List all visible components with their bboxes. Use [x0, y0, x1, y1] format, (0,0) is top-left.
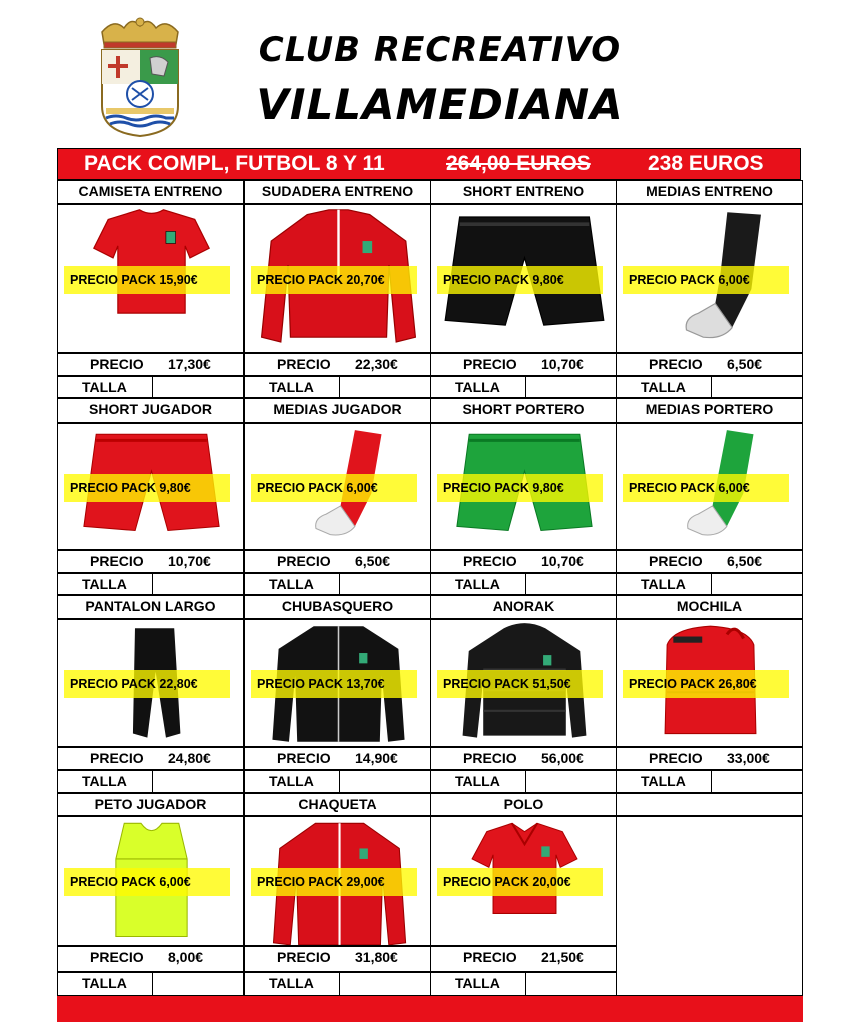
price-label: PRECIO	[649, 750, 703, 766]
size-label: TALLA	[269, 576, 314, 592]
size-row	[430, 573, 617, 595]
product-image-cell	[57, 619, 244, 747]
size-label: TALLA	[82, 975, 127, 991]
size-label: TALLA	[455, 773, 500, 789]
price-label: PRECIO	[649, 553, 703, 569]
product-image-cell	[430, 423, 617, 550]
price-label: PRECIO	[649, 356, 703, 372]
price-label: PRECIO	[90, 750, 144, 766]
empty-cell	[616, 816, 803, 996]
product-name: ANORAK	[430, 595, 617, 619]
price-value: 6,50€	[727, 553, 763, 569]
product-image-cell	[430, 816, 617, 946]
price-value: 17,30€	[168, 356, 211, 372]
product-image-cell	[430, 204, 617, 353]
price-label: PRECIO	[463, 750, 517, 766]
price-label: PRECIO	[90, 949, 144, 965]
product-image-cell	[616, 619, 803, 747]
price-row	[616, 550, 803, 573]
size-row	[244, 770, 431, 793]
product-name: SHORT ENTRENO	[430, 180, 617, 204]
size-entry-field[interactable]	[153, 574, 243, 594]
product-name: CHAQUETA	[244, 793, 431, 816]
size-row	[57, 573, 244, 595]
product-name: SHORT PORTERO	[430, 398, 617, 423]
product-name: MOCHILA	[616, 595, 803, 619]
price-label: PRECIO	[277, 553, 331, 569]
product-image-cell	[57, 204, 244, 353]
product-image-cell	[57, 816, 244, 946]
product-image-cell	[57, 423, 244, 550]
product-image-cell	[244, 816, 431, 946]
price-row	[244, 550, 431, 573]
size-label: TALLA	[269, 773, 314, 789]
size-entry-field[interactable]	[153, 377, 243, 397]
pack-price-label: PRECIO PACK 9,80€	[437, 474, 603, 502]
size-label: TALLA	[82, 773, 127, 789]
pack-price-label: PRECIO PACK 6,00€	[64, 868, 230, 896]
size-entry-field[interactable]	[340, 771, 430, 792]
pack-price-label: PRECIO PACK 26,80€	[623, 670, 789, 698]
size-entry-field[interactable]	[340, 574, 430, 594]
pack-price-label: PRECIO PACK 9,80€	[64, 474, 230, 502]
product-name: SHORT JUGADOR	[57, 398, 244, 423]
pack-banner	[57, 148, 801, 180]
size-row	[616, 376, 803, 398]
price-value: 21,50€	[541, 949, 584, 965]
pack-price-label: PRECIO PACK 51,50€	[437, 670, 603, 698]
pack-price-label: PRECIO PACK 20,70€	[251, 266, 417, 294]
price-label: PRECIO	[463, 553, 517, 569]
price-row	[57, 353, 244, 376]
price-sheet	[57, 148, 803, 1022]
price-row	[244, 353, 431, 376]
pack-price-label: PRECIO PACK 6,00€	[251, 474, 417, 502]
size-entry-field[interactable]	[340, 377, 430, 397]
price-row	[430, 353, 617, 376]
price-value: 10,70€	[541, 356, 584, 372]
price-value: 22,30€	[355, 356, 398, 372]
price-value: 10,70€	[168, 553, 211, 569]
size-entry-field[interactable]	[526, 973, 616, 995]
price-row	[57, 550, 244, 573]
product-image-cell	[430, 619, 617, 747]
product-image-cell	[616, 423, 803, 550]
price-value: 6,50€	[727, 356, 763, 372]
price-row	[244, 747, 431, 770]
size-row	[244, 972, 431, 996]
product-image-cell	[616, 204, 803, 353]
size-entry-field[interactable]	[712, 377, 802, 397]
club-crest-icon	[94, 14, 186, 138]
price-row	[616, 353, 803, 376]
size-row	[430, 770, 617, 793]
size-entry-field[interactable]	[526, 377, 616, 397]
price-row	[57, 946, 244, 972]
product-name: MEDIAS ENTRENO	[616, 180, 803, 204]
price-value: 56,00€	[541, 750, 584, 766]
club-title-line1: CLUB RECREATIVO	[258, 30, 622, 70]
product-name: PANTALON LARGO	[57, 595, 244, 619]
price-value: 33,00€	[727, 750, 770, 766]
price-value: 24,80€	[168, 750, 211, 766]
size-entry-field[interactable]	[712, 574, 802, 594]
size-label: TALLA	[82, 379, 127, 395]
size-entry-field[interactable]	[153, 771, 243, 792]
size-row	[244, 573, 431, 595]
size-label: TALLA	[641, 379, 686, 395]
pack-price-label: PRECIO PACK 13,70€	[251, 670, 417, 698]
price-value: 31,80€	[355, 949, 398, 965]
pack-price-label: PRECIO PACK 9,80€	[437, 266, 603, 294]
price-row	[430, 946, 617, 972]
size-entry-field[interactable]	[526, 574, 616, 594]
pack-price-label: PRECIO PACK 6,00€	[623, 474, 789, 502]
price-value: 6,50€	[355, 553, 391, 569]
product-name: POLO	[430, 793, 617, 816]
pack-price-label: PRECIO PACK 22,80€	[64, 670, 230, 698]
price-label: PRECIO	[277, 356, 331, 372]
price-value: 14,90€	[355, 750, 398, 766]
product-image-cell	[244, 204, 431, 353]
size-row	[616, 770, 803, 793]
size-entry-field[interactable]	[153, 973, 243, 995]
size-label: TALLA	[641, 773, 686, 789]
size-row	[57, 770, 244, 793]
size-row	[430, 376, 617, 398]
size-label: TALLA	[269, 975, 314, 991]
size-row	[430, 972, 617, 996]
pack-price-label: PRECIO PACK 29,00€	[251, 868, 417, 896]
price-label: PRECIO	[463, 356, 517, 372]
price-label: PRECIO	[90, 356, 144, 372]
product-image-cell	[244, 619, 431, 747]
pack-title: PACK COMPL, FUTBOL 8 Y 11	[84, 152, 385, 175]
empty-header-cell	[616, 793, 803, 816]
price-value: 8,00€	[168, 949, 204, 965]
size-label: TALLA	[82, 576, 127, 592]
price-row	[244, 946, 431, 972]
pack-new-price: 238 EUROS	[648, 152, 764, 175]
product-name: MEDIAS JUGADOR	[244, 398, 431, 423]
size-row	[244, 376, 431, 398]
size-row	[57, 972, 244, 996]
product-name: SUDADERA ENTRENO	[244, 180, 431, 204]
size-label: TALLA	[455, 576, 500, 592]
pack-old-price: 264,00 EUROS	[446, 152, 591, 175]
size-entry-field[interactable]	[712, 771, 802, 792]
price-value: 10,70€	[541, 553, 584, 569]
price-label: PRECIO	[277, 750, 331, 766]
size-label: TALLA	[269, 379, 314, 395]
size-row	[616, 573, 803, 595]
club-title-line2: VILLAMEDIANA	[256, 80, 624, 129]
pack-price-label: PRECIO PACK 20,00€	[437, 868, 603, 896]
size-entry-field[interactable]	[340, 973, 430, 995]
product-image-cell	[244, 423, 431, 550]
product-name: CHUBASQUERO	[244, 595, 431, 619]
pack-price-label: PRECIO PACK 6,00€	[623, 266, 789, 294]
size-row	[57, 376, 244, 398]
price-label: PRECIO	[277, 949, 331, 965]
size-entry-field[interactable]	[526, 771, 616, 792]
product-name: CAMISETA ENTRENO	[57, 180, 244, 204]
size-label: TALLA	[641, 576, 686, 592]
price-label: PRECIO	[463, 949, 517, 965]
price-row	[57, 747, 244, 770]
size-label: TALLA	[455, 379, 500, 395]
product-name: MEDIAS PORTERO	[616, 398, 803, 423]
product-name: PETO JUGADOR	[57, 793, 244, 816]
price-row	[616, 747, 803, 770]
price-label: PRECIO	[90, 553, 144, 569]
size-label: TALLA	[455, 975, 500, 991]
price-row	[430, 747, 617, 770]
footer-bar	[57, 996, 803, 1022]
pack-price-label: PRECIO PACK 15,90€	[64, 266, 230, 294]
price-row	[430, 550, 617, 573]
